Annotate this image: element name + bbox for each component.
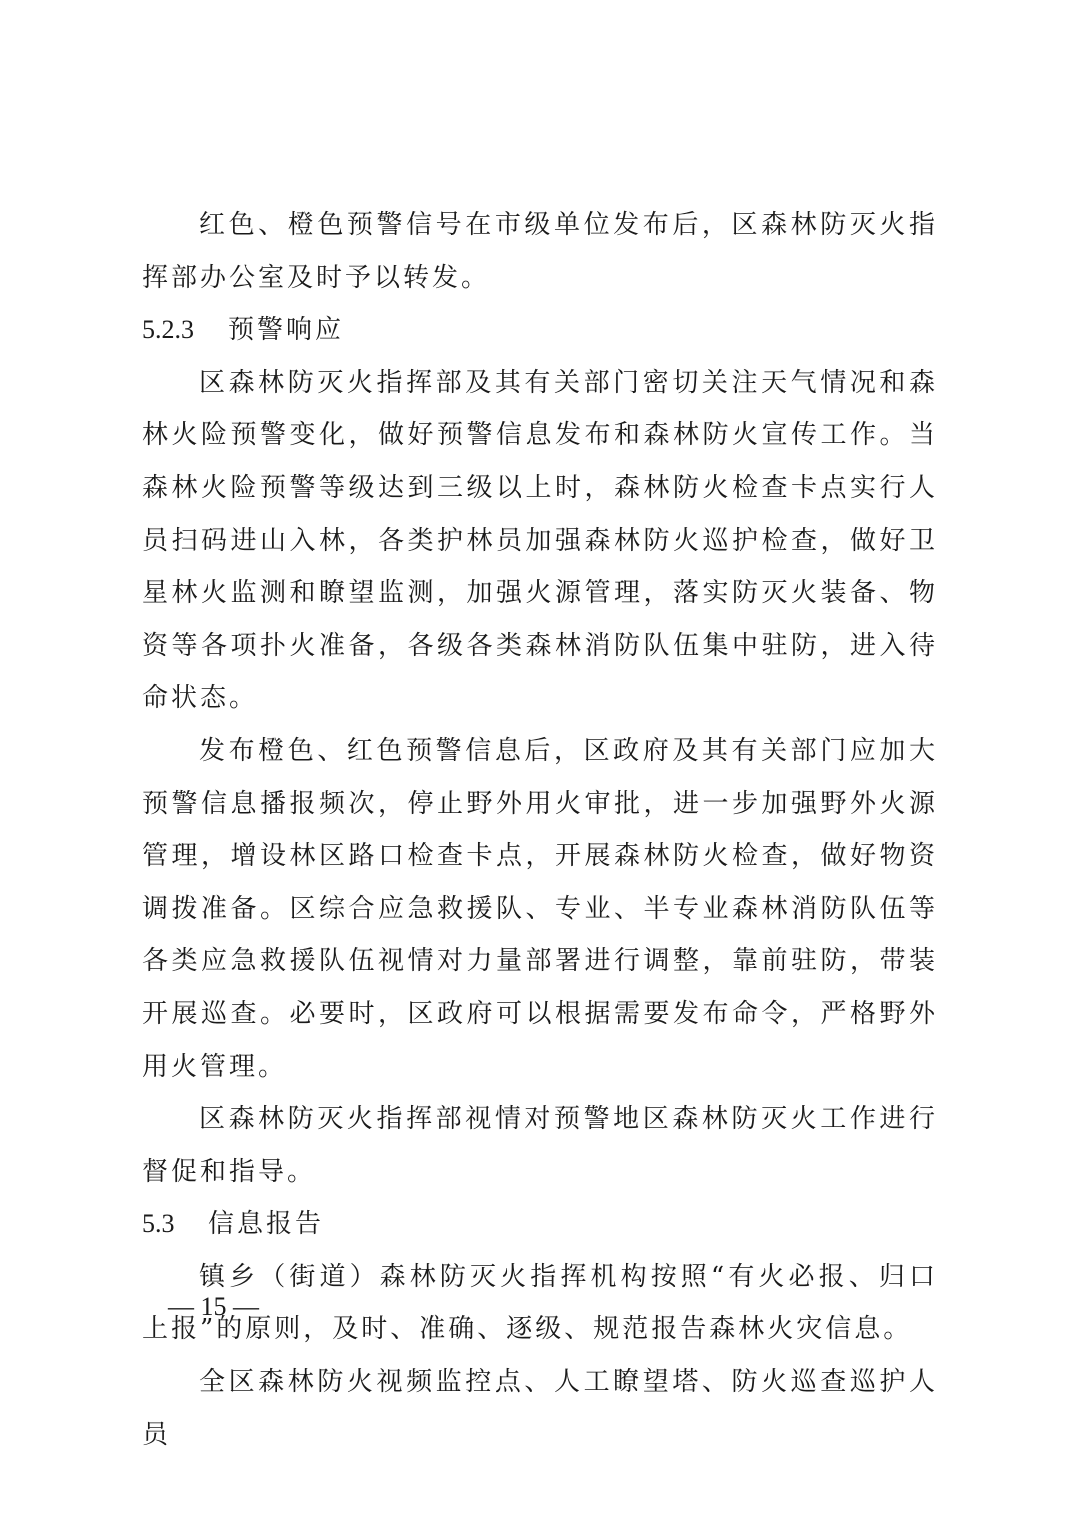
paragraph-warning-forward: 红色、橙色预警信号在市级单位发布后，区森林防灭火指挥部办公室及时予以转发。 <box>142 210 938 293</box>
section-number: 5.3 <box>142 1209 175 1239</box>
paragraph-info-reporting: 镇乡（街道）森林防灭火指挥机构按照“有火必报、归口上报”的原则，及时、准确、逐级、规范报告森林火灾信息。 <box>142 1261 938 1345</box>
body-text <box>142 199 938 1461</box>
paragraph-supervision: 区森林防灭火指挥部视情对预警地区森林防灭火工作进行督促和指导。 <box>142 1104 938 1187</box>
paragraph-warning-response: 区森林防灭火指挥部及其有关部门密切关注天气情况和森林火险预警变化，做好预警信息发布和森林防火宣传工作。当森林火险预警等级达到三级以上时，森林防火检查卡点实行人员扫码进山入林，各类护林员加强森林防火巡护检查，做好卫星林火监测和瞭望监测，加强火源管理，落实防灭火装备、物资等各项扑火准备，各级各类森林消防队伍集中驻防，进入待命状态。 <box>142 367 938 714</box>
section-heading-5-2-3 <box>142 304 938 357</box>
paragraph-monitoring-points: 全区森林防火视频监控点、人工瞭望塔、防火巡查巡护人员 <box>142 1367 938 1450</box>
section-title: 信息报告 <box>208 1209 325 1240</box>
paragraph-orange-red-warning: 发布橙色、红色预警信息后，区政府及其有关部门应加大预警信息播报频次，停止野外用火审批，进一步加强野外火源管理，增设林区路口检查卡点，开展森林防火检查，做好物资调拨准备。区综合应急救援队、专业、半专业森林消防队伍等各类应急救援队伍视情对力量部署进行调整，靠前驻防，带装开展巡查。必要时，区政府可以根据需要发布命令，严格野外用火管理。 <box>142 735 938 1082</box>
section-heading-5-3 <box>142 1198 938 1251</box>
page-number: — 15 — <box>168 1292 259 1321</box>
section-title: 预警响应 <box>228 315 345 346</box>
section-number: 5.2.3 <box>142 315 194 345</box>
